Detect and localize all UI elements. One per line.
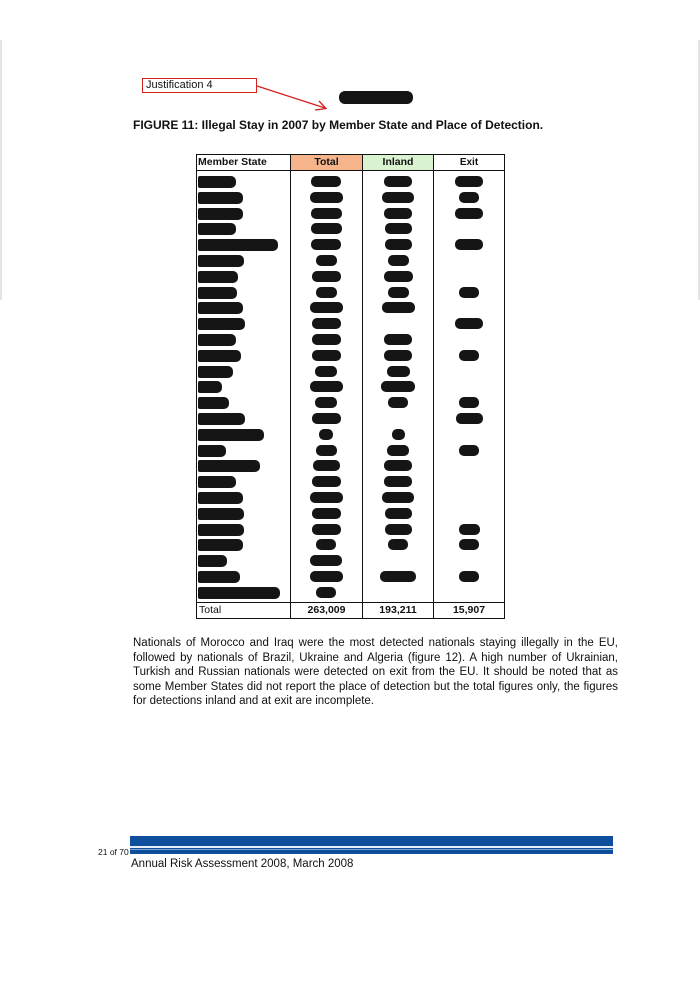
page-number: 21 of 70 xyxy=(98,847,129,857)
header-exit: Exit xyxy=(459,157,479,168)
justification-label: Justification 4 xyxy=(142,78,257,93)
table-divider xyxy=(290,154,291,619)
figure-title: FIGURE 11: Illegal Stay in 2007 by Member State and Place of Detection. xyxy=(133,118,544,132)
table-frame xyxy=(196,154,505,619)
footer-total: 263,009 xyxy=(307,604,346,616)
table-divider xyxy=(433,154,434,619)
detection-table xyxy=(196,154,505,619)
table-header-rule xyxy=(196,170,505,171)
body-paragraph: Nationals of Morocco and Iraq were the most detected nationals staying illegally in the EU, followed by nationals of Brazil, Ukraine and Algeria (figure 12). A high number of Ukrainian, Turkish and Russian nationals were detected on exit from the EU. It should be noted that as some Member States did not report the place of detection but the total figures only, the figures for detections inland and at exit are incomplete. xyxy=(133,637,618,708)
justification-arrow-icon xyxy=(255,84,335,114)
page-edge-left xyxy=(0,40,2,300)
header-inland: Inland xyxy=(363,155,433,170)
header-total: Total xyxy=(291,155,362,170)
redaction-mark xyxy=(339,91,413,104)
table-divider xyxy=(362,154,363,619)
footer-document-title: Annual Risk Assessment 2008, March 2008 xyxy=(131,858,354,870)
footer-bar-stripe xyxy=(130,846,613,848)
footer-bar-stripe xyxy=(130,849,613,850)
footer-exit: 15,907 xyxy=(452,604,486,616)
header-member-state: Member State xyxy=(198,156,267,168)
footer-label: Total xyxy=(199,604,222,616)
footer-bar xyxy=(130,836,613,854)
footer-inland: 193,211 xyxy=(379,604,417,616)
